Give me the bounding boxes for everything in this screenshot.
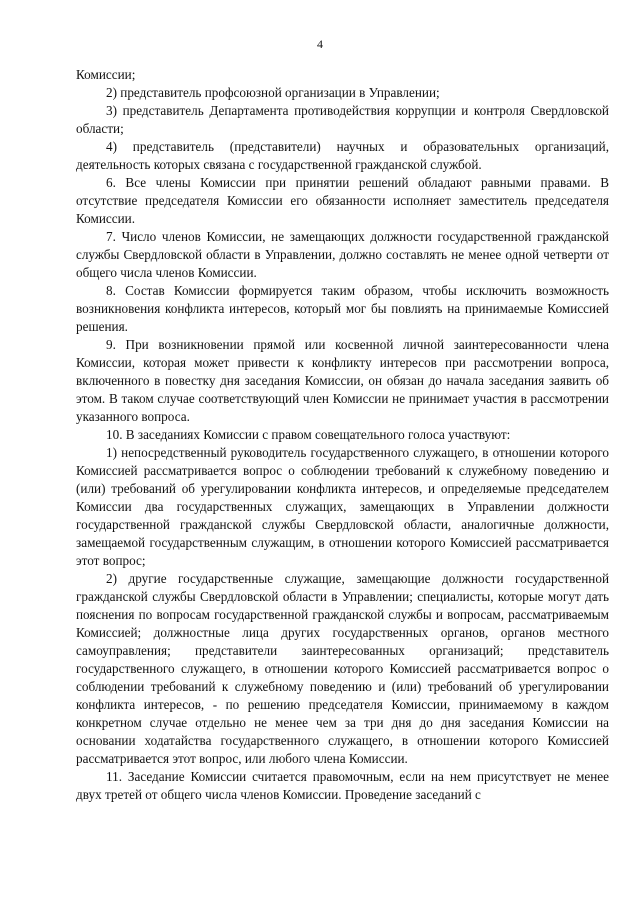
paragraph-10: 1) непосредственный руководитель государственного служащего, в отношении которого Комиссией рассматривается вопрос о соблюдении требований к служебному поведению и (или) требований об урегулировании конфликта интересов, и определяемые председателем Комиссии два государственных служащих, замещающих в Управлении должности государственной гражданской службы Свердловской области, аналогичные должности, замещаемой государственным служащим, в отношении которого Комиссией рассматривается этот вопрос; bbox=[76, 445, 609, 568]
page-number: 4 bbox=[317, 37, 323, 51]
paragraph-11: 2) другие государственные служащие, замещающие должности государственной гражданской службы Свердловской области в Управлении; специалисты, которые могут дать пояснения по вопросам государственной гражданской службы и вопросам, рассматриваемым Комиссией; должностные лица других государственных органов, органов местного самоуправления; представители заинтересованных организаций; представитель государственного служащего, в отношении которого Комиссией рассматривается вопрос о соблюдении требований к служебному поведению и (или) требований об урегулировании конфликта интересов, - по решению председателя Комиссии, принимаемому в каждом конкретном случае отдельно не менее чем за три дня до дня заседания Комиссии на основании ходатайства государственного служащего, в отношении которого Комиссией рассматривается этот вопрос, или любого члена Комиссии. bbox=[76, 571, 609, 766]
paragraph-1: Комиссии; bbox=[76, 67, 136, 82]
paragraph-7: 8. Состав Комиссии формируется таким образом, чтобы исключить возможность возникновения конфликта интересов, который мог бы повлиять на принимаемые Комиссией решения. bbox=[76, 283, 609, 334]
paragraph-12: 11. Заседание Комиссии считается правомочным, если на нем присутствует не менее двух третей от общего числа членов Комиссии. Проведение заседаний с bbox=[76, 769, 609, 802]
paragraph-5: 6. Все члены Комиссии при принятии решений обладают равными правами. В отсутствие председателя Комиссии его обязанности исполняет заместитель председателя Комиссии. bbox=[76, 175, 609, 226]
document-body bbox=[76, 66, 609, 804]
paragraph-2: 2) представитель профсоюзной организации в Управлении; bbox=[106, 85, 440, 100]
paragraph-9: 10. В заседаниях Комиссии с правом совещательного голоса участвуют: bbox=[106, 427, 511, 442]
paragraph-6: 7. Число членов Комиссии, не замещающих должности государственной гражданской службы Свердловской области в Управлении, должно составлять не менее одной четверти от общего числа членов Комиссии. bbox=[76, 229, 609, 280]
paragraph-8: 9. При возникновении прямой или косвенной личной заинтересованности члена Комиссии, которая может привести к конфликту интересов при рассмотрении вопроса, включенного в повестку дня заседания Комиссии, он обязан до начала заседания заявить об этом. В таком случае соответствующий член Комиссии не принимает участия в рассмотрении указанного вопроса. bbox=[76, 337, 609, 424]
paragraph-3: 3) представитель Департамента противодействия коррупции и контроля Свердловской области; bbox=[76, 103, 609, 136]
paragraph-4: 4) представитель (представители) научных и образовательных организаций, деятельность которых связана с государственной гражданской службой. bbox=[76, 139, 609, 172]
